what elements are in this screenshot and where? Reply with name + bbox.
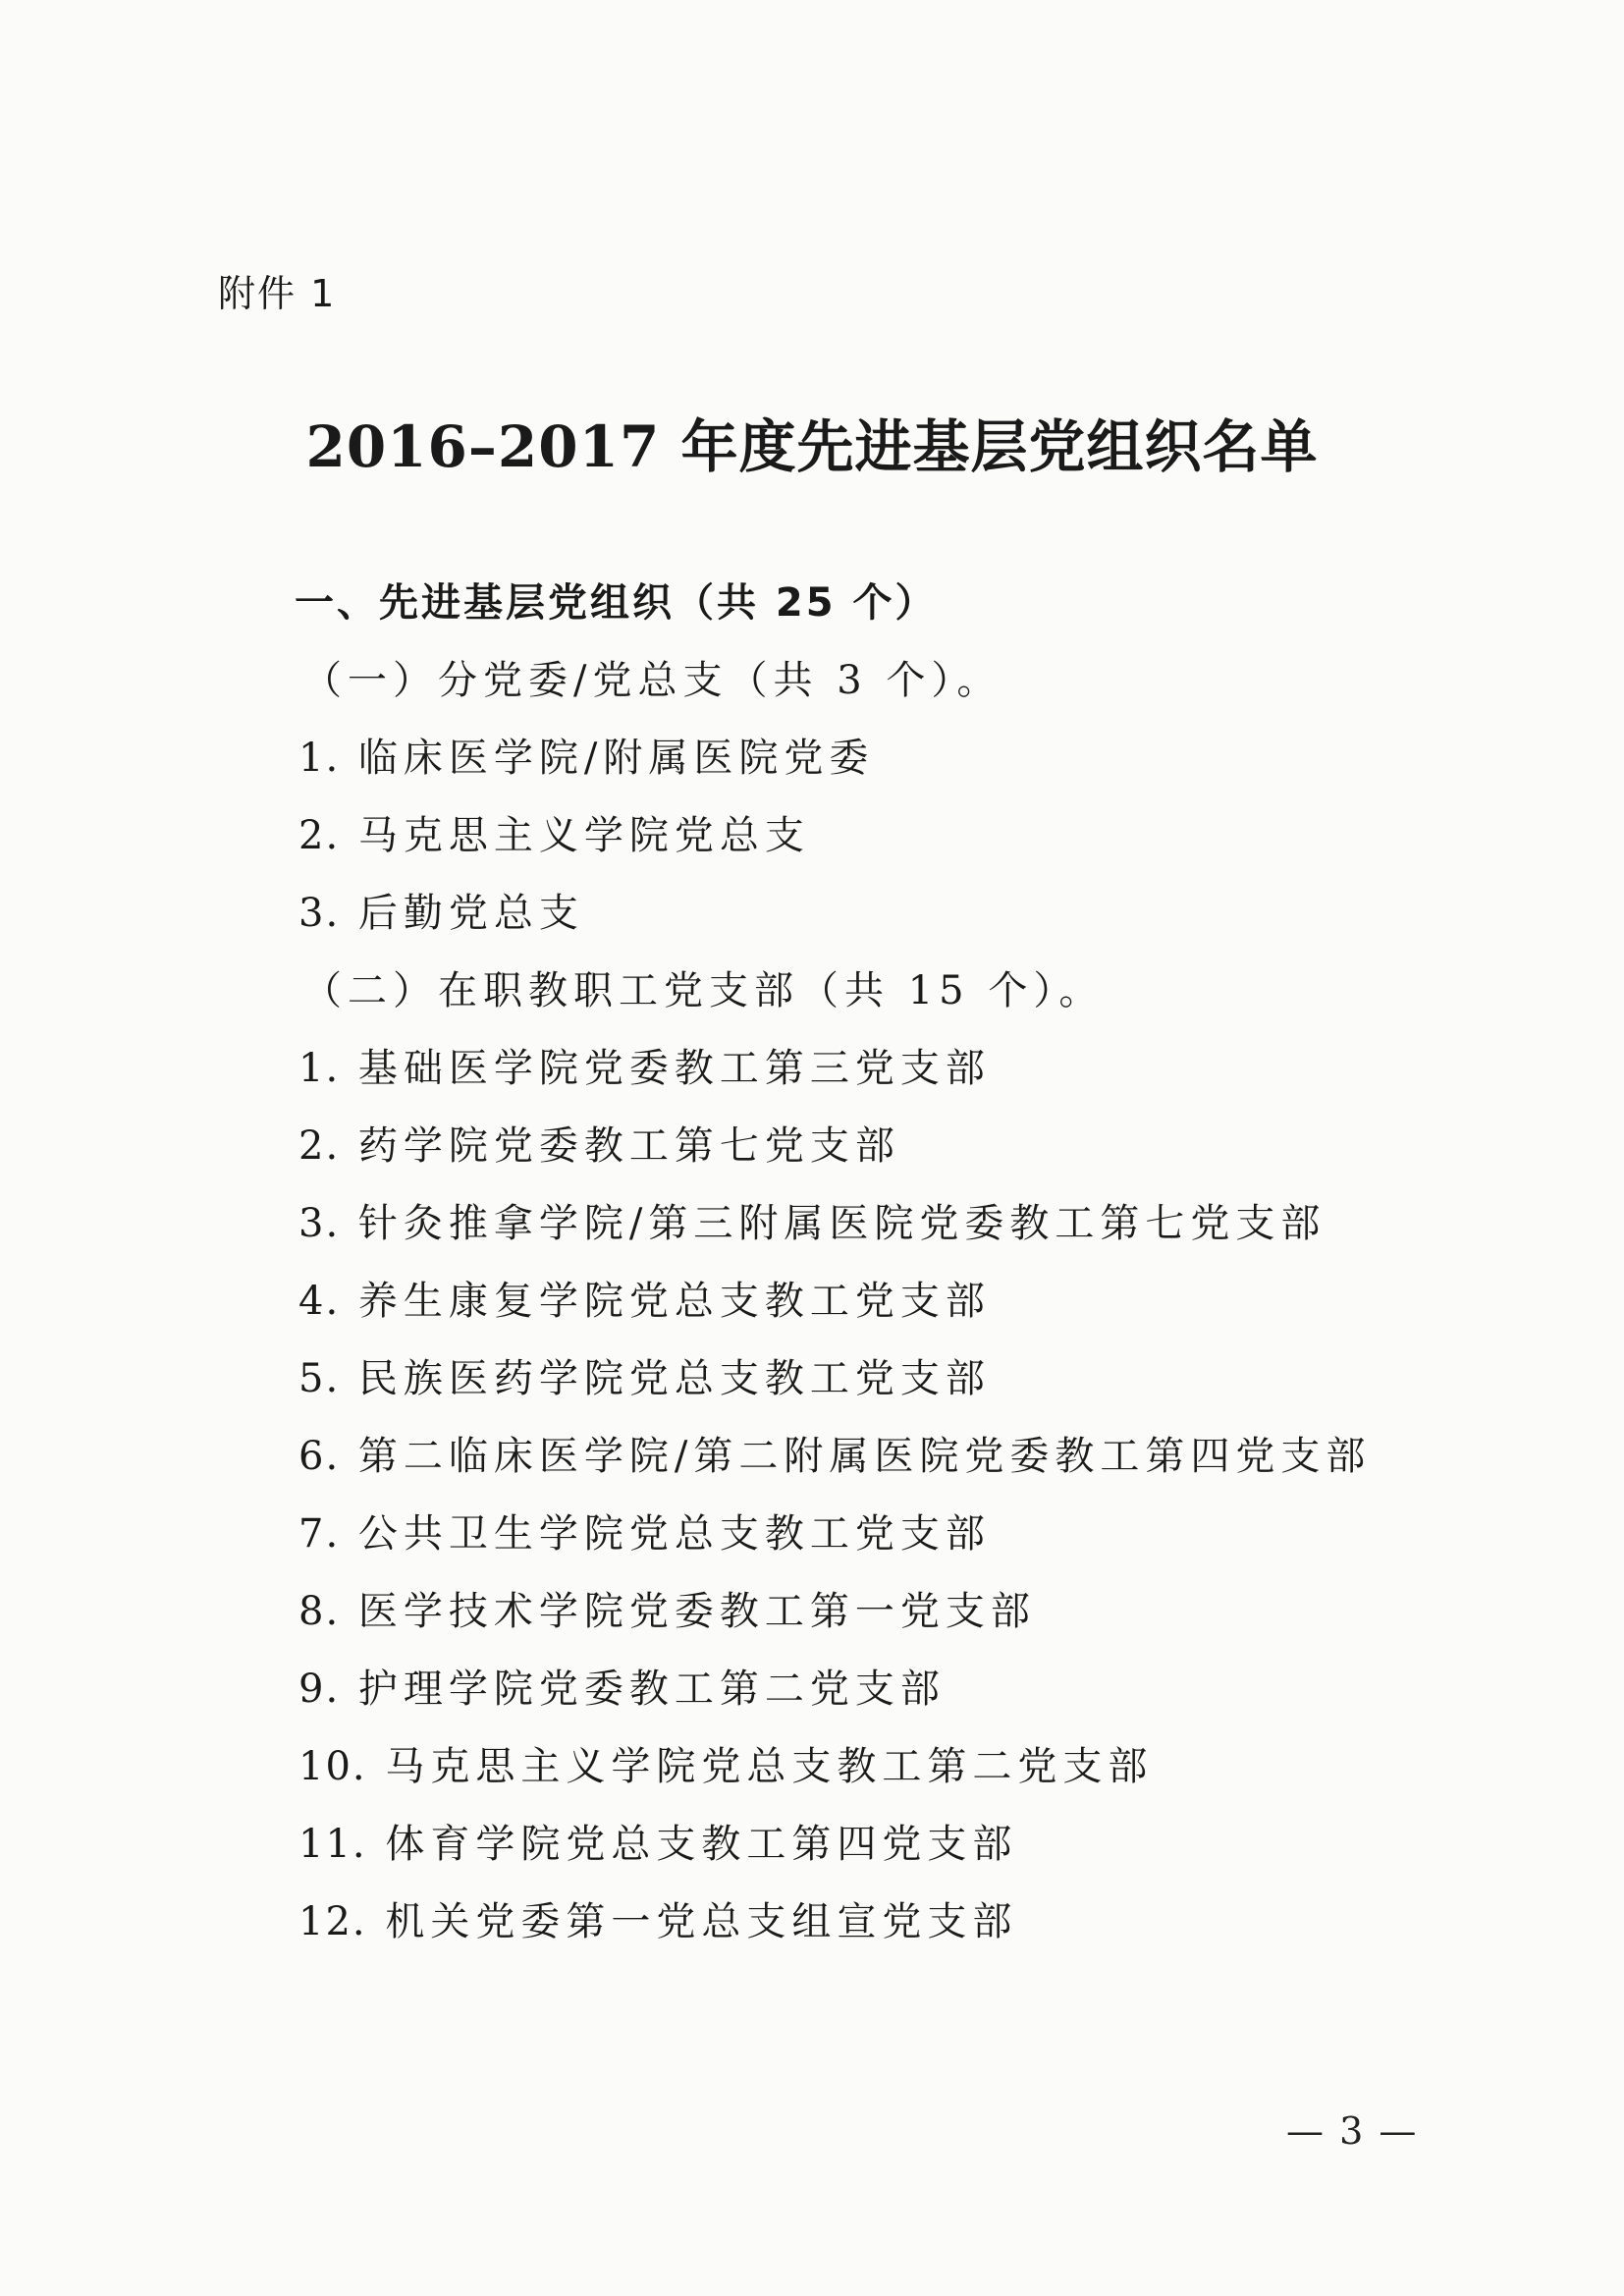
- group-heading: （一）分党委/党总支（共 3 个）。: [302, 658, 1002, 703]
- list-item-text: 体育学院党总支教工第四党支部: [385, 1822, 1018, 1867]
- list-item-number: 9.: [298, 1667, 341, 1712]
- list-item-number: 3.: [298, 1201, 341, 1246]
- list-item-text: 后勤党总支: [357, 891, 584, 936]
- list-item-number: 8.: [298, 1589, 341, 1634]
- list-item: [298, 875, 1434, 953]
- list-item: [298, 1263, 1434, 1340]
- list-item-number: 2.: [298, 813, 341, 858]
- list-item: [298, 1884, 1434, 1961]
- attachment-label: 附件 1: [218, 272, 337, 315]
- list-item: [298, 1651, 1434, 1728]
- list-item-text: 基础医学院党委教工第三党支部: [357, 1046, 991, 1091]
- list-item-number: 1.: [298, 1046, 341, 1091]
- list-item-number: 6.: [298, 1434, 341, 1479]
- list-item: [298, 1496, 1434, 1573]
- list-item: [298, 1806, 1434, 1884]
- list-item-text: 马克思主义学院党总支: [357, 813, 810, 858]
- list-item-number: 5.: [298, 1356, 341, 1401]
- list-item-number: 7.: [298, 1511, 341, 1557]
- list-item-text: 药学院党委教工第七党支部: [357, 1123, 900, 1169]
- list-item-text: 马克思主义学院党总支教工第二党支部: [385, 1744, 1154, 1789]
- list-item-number: 3.: [298, 891, 341, 936]
- list-item: [298, 720, 1434, 797]
- list-item-number: 2.: [298, 1123, 341, 1169]
- list-item-text: 民族医药学院党总支教工党支部: [357, 1356, 991, 1401]
- list-item: [298, 1728, 1434, 1806]
- group-heading: （二）在职教职工党支部（共 15 个）。: [302, 968, 1105, 1013]
- list-item-number: 1.: [298, 736, 341, 781]
- list-item-number: 11.: [298, 1822, 367, 1867]
- list-item: [298, 1340, 1434, 1418]
- list-item: [298, 1573, 1434, 1651]
- list-item-number: 12.: [298, 1899, 367, 1944]
- list-item-text: 临床医学院/附属医院党委: [357, 736, 875, 781]
- list-item: [298, 1030, 1434, 1108]
- list-item-text: 护理学院党委教工第二党支部: [357, 1667, 946, 1712]
- list-item: [298, 1108, 1434, 1185]
- section-heading: 一、先进基层党组织（共 25 个）: [295, 580, 938, 626]
- list-item-text: 医学技术学院党委教工第一党支部: [357, 1589, 1036, 1634]
- page-number: — 3 —: [1286, 2109, 1419, 2153]
- document-body: [295, 565, 1434, 1961]
- list-item-number: 4.: [298, 1279, 341, 1324]
- list-item-text: 针灸推拿学院/第三附属医院党委教工第七党支部: [357, 1201, 1326, 1246]
- list-item: [298, 1185, 1434, 1263]
- list-item-text: 养生康复学院党总支教工党支部: [357, 1279, 991, 1324]
- page-title: 2016–2017 年度先进基层党组织名单: [305, 413, 1319, 480]
- list-item-text: 公共卫生学院党总支教工党支部: [357, 1511, 991, 1557]
- list-item-text: 机关党委第一党总支组宣党支部: [385, 1899, 1018, 1944]
- list-item: [298, 1418, 1434, 1496]
- list-item-text: 第二临床医学院/第二附属医院党委教工第四党支部: [357, 1434, 1372, 1479]
- list-item-number: 10.: [298, 1744, 367, 1789]
- list-item: [298, 797, 1434, 875]
